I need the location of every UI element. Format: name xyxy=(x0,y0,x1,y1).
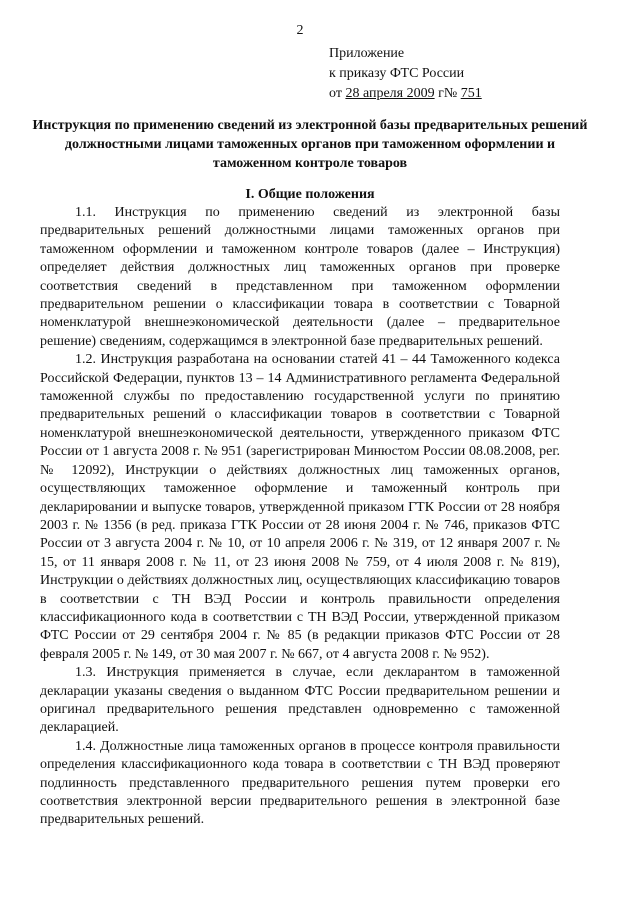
section-heading: I. Общие положения xyxy=(245,187,375,202)
paragraph-1-4: 1.4. Должностные лица таможенных органов в процессе контроля правильности определения классификационного кода товара в соответствии с ТН ВЭД проверяют подлинность представленного предварительного решения путем проверки его соответствия электронной версии предварительного решения в электронной базе предварительных решений. xyxy=(40,738,560,828)
paragraph-1-2: 1.2. Инструкция разработана на основании статей 41 – 44 Таможенного кодекса Российской Федерации, пунктов 13 – 14 Административного регламента Федеральной таможенной службы по предоставлению государственной услуги по принятию предварительных решений о классификации товаров в соответствии с Товарной номенклатурой внешнеэкономической деятельности, утвержденного приказом ФТС России от 1 августа 2008 г. № 951 (зарегистрирован Минюстом России 08.08.2008, рег. № 12092), Инструкции о действиях должностных лиц таможенных органов, осуществляющих таможенное оформление и таможенный контроль при декларировании и выпуске товаров, утвержденной приказом ГТК России от 28 ноября 2003 г. № 1356 (в ред. приказа ГТК России от 28 июня 2004 г. № 746, приказов ФТС России от 3 августа 2004 г. № 10, от 10 апреля 2006 г. № 319, от 12 января 2007 г. № 15, от 11 января 2008 г. № 11, от 23 июня 2008 № 759, от 4 июля 2008 г. № 819), Инструкции о действиях должностных лиц, осуществляющих классификацию товаров в соответствии с ТН ВЭД России и контроль правильности определения классификационного кода в соответствии с ТН ВЭД России, утвержденной приказом ФТС России от 29 сентября 2004 г. № 85 (в редакции приказов ФТС России от 28 февраля 2005 г. № 149, от 30 мая 2007 г. № 667, от 4 августа 2008 г. № 952). xyxy=(40,352,560,662)
appendix-line-3 xyxy=(329,84,589,104)
appendix-date: 28 апреля 2009 xyxy=(345,86,435,101)
document-body xyxy=(40,204,560,830)
paragraph-1-3: 1.3. Инструкция применяется в случае, если декларантом в таможенной декларации указаны сведения о выданном ФТС России предварительном решении и оригинал предварительного решения представлен одновременно с таможенной декларацией. xyxy=(40,665,560,736)
appendix-line-2: к приказу ФТС России xyxy=(329,66,465,81)
appendix-number-prefix: г№ xyxy=(434,86,461,101)
paragraph-1-1: 1.1. Инструкция по применению сведений из электронной базы предварительных решений должностными лицами таможенных органов при таможенном оформлении и таможенном контроле товаров (далее – Инструкция) определяет действия должностных лиц таможенных органов при проверке соответствия сведений в представленном при таможенном оформлении предварительном решении о классификации товара в соответствии с Товарной номенклатурой внешнеэкономической деятельности (далее – предварительное решение) сведениям, содержащимся в электронной базе предварительных решений. xyxy=(40,205,560,349)
page-number: 2 xyxy=(296,23,304,38)
appendix-date-prefix: от xyxy=(329,86,346,101)
appendix-line-1: Приложение xyxy=(329,46,405,61)
appendix-block xyxy=(329,44,589,104)
appendix-number: 751 xyxy=(460,86,482,101)
document-title: Инструкция по применению сведений из электронной базы предварительных решений должностными лицами таможенных органов при таможенном оформлении и таможенном контроле товаров xyxy=(32,118,588,171)
